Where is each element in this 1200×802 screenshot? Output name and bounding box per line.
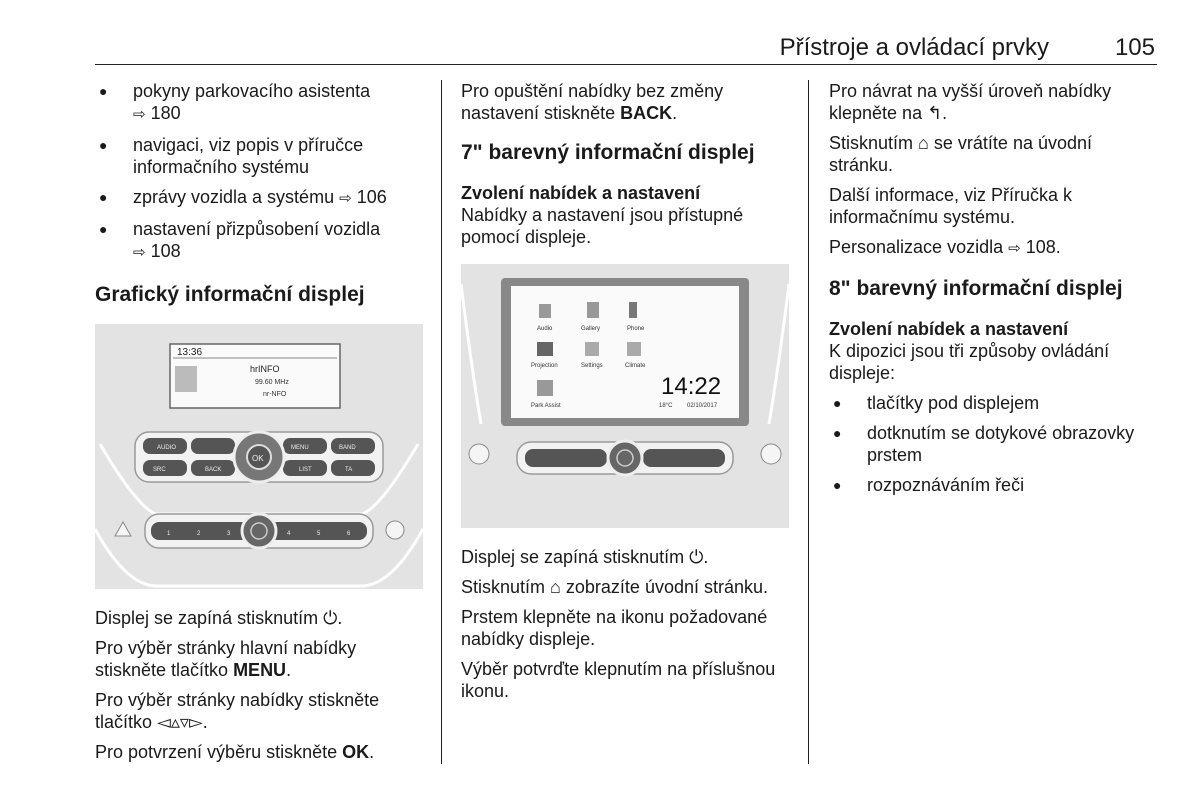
svg-text:Climate: Climate	[625, 363, 646, 369]
radio-rds: nr-NFO	[263, 391, 287, 398]
hazard-icon	[469, 444, 489, 464]
column-divider	[808, 80, 809, 764]
paragraph: Pro opuštění nabídky bez změny nastavení stiskněte BACK.	[461, 81, 724, 123]
arrow-ref-icon: ⇨	[133, 244, 146, 261]
svg-text:Park Assist: Park Assist	[531, 403, 561, 409]
menu-key: MENU	[233, 660, 287, 680]
svg-text:BAND: BAND	[339, 445, 356, 451]
list-item: ● tlačítky pod displejem	[829, 392, 1154, 414]
paragraph: Výběr potvrďte klepnutím na příslušnou ikonu.	[461, 659, 776, 701]
list-item: ● zprávy vozidla a systému ⇨ 106	[95, 186, 425, 210]
page-reference[interactable]: 108	[150, 241, 181, 261]
svg-text:Audio: Audio	[537, 326, 553, 332]
ok-label: OK	[252, 454, 264, 463]
graphic-display-figure	[95, 324, 423, 589]
arrow-keys-icon: ◅▵▿▻	[157, 712, 203, 732]
svg-text:Projection: Projection	[531, 363, 558, 369]
touch-display-figure	[461, 264, 789, 528]
svg-text:SRC: SRC	[153, 467, 166, 473]
svg-text:MENU: MENU	[291, 445, 309, 451]
svg-text:LIST: LIST	[299, 467, 312, 473]
section-heading: 8" barevný informační displej	[829, 277, 1123, 300]
paragraph: Prstem klepněte na ikonu požadované nabídky displeje.	[461, 607, 768, 649]
radio-panel-illustration	[95, 324, 423, 589]
svg-text:Gallery: Gallery	[581, 326, 601, 332]
radio-station: hrINFO	[250, 364, 280, 374]
column-middle	[461, 80, 791, 710]
list-item: ● rozpoznáváním řeči	[829, 474, 1154, 496]
paragraph: Pro návrat na vyšší úroveň nabídky klepněte na ↰.	[829, 81, 1112, 123]
page-number: 105	[1114, 34, 1155, 61]
clock-display: 14:22	[661, 373, 722, 400]
arrow-ref-icon: ⇨	[339, 190, 352, 207]
back-arrow-icon: ↰	[927, 103, 943, 123]
svg-text:5: 5	[317, 531, 321, 537]
subheading: Zvolení nabídek a nastavení	[461, 183, 701, 203]
svg-text:Phone: Phone	[627, 326, 645, 332]
svg-text:1: 1	[167, 531, 171, 537]
svg-text:2: 2	[197, 531, 201, 537]
paragraph: K dipozici jsou tři způsoby ovládání displeje:	[829, 341, 1110, 383]
svg-text:6: 6	[347, 531, 351, 537]
page-header	[95, 30, 1157, 65]
back-key: BACK	[620, 103, 673, 123]
column-left	[95, 80, 425, 771]
feature-list	[95, 80, 425, 264]
page-reference[interactable]: 108	[1025, 237, 1056, 257]
svg-text:18°C: 18°C	[659, 403, 673, 409]
page-reference[interactable]: 180	[150, 103, 181, 123]
paragraph: Displej se zapíná stisknutím ⏻.	[95, 608, 343, 628]
radio-frequency: 99.60 MHz	[255, 379, 289, 386]
paragraph: Pro výběr stránky nabídky stiskněte tlačítko ◅▵▿▻.	[95, 690, 380, 732]
paragraph: Další informace, viz Příručka k informačnímu systému.	[829, 185, 1073, 227]
svg-text:Settings: Settings	[581, 363, 603, 369]
touchscreen-illustration	[461, 264, 789, 528]
list-item: ● pokyny parkovacího asistenta ⇨ 180	[95, 80, 425, 126]
svg-text:TA: TA	[345, 467, 353, 473]
svg-text:02/10/2017: 02/10/2017	[687, 403, 718, 409]
home-icon: ⌂	[550, 577, 561, 597]
lock-icon	[386, 521, 404, 539]
svg-text:4: 4	[287, 531, 291, 537]
radio-time: 13:36	[177, 347, 203, 358]
power-icon: ⏻	[323, 608, 338, 628]
list-item: ● navigaci, viz popis v příručce informačního systému	[95, 134, 425, 178]
paragraph: Pro výběr stránky hlavní nabídky stiskněte tlačítko MENU.	[95, 638, 357, 680]
subheading: Zvolení nabídek a nastavení	[829, 319, 1069, 339]
paragraph: Nabídky a nastavení jsou přístupné pomocí displeje.	[461, 205, 744, 247]
list-item: ● nastavení přizpůsobení vozidla ⇨ 108	[95, 218, 425, 264]
paragraph: Pro potvrzení výběru stiskněte OK.	[95, 742, 375, 762]
section-heading: Grafický informační displej	[95, 283, 365, 306]
ok-key: OK	[342, 742, 370, 762]
control-methods-list	[829, 392, 1154, 496]
paragraph: Personalizace vozidla ⇨ 108.	[829, 237, 1061, 257]
section-heading: 7" barevný informační displej	[461, 141, 755, 164]
page-reference[interactable]: 106	[356, 187, 387, 207]
paragraph: Stisknutím ⌂ zobrazíte úvodní stránku.	[461, 577, 769, 597]
page-title: Přístroje a ovládací prvky	[779, 34, 1049, 61]
paragraph: Displej se zapíná stisknutím ⏻.	[461, 547, 709, 567]
column-divider	[441, 80, 442, 764]
home-icon: ⌂	[918, 133, 929, 153]
svg-text:BACK: BACK	[205, 467, 222, 473]
svg-text:3: 3	[227, 531, 231, 537]
arrow-ref-icon: ⇨	[133, 106, 146, 123]
arrow-ref-icon: ⇨	[1008, 240, 1021, 257]
column-right	[829, 80, 1154, 504]
list-item: ● dotknutím se dotykové obrazovky prstem	[829, 422, 1154, 466]
power-icon: ⏻	[689, 547, 704, 567]
lock-icon	[761, 444, 781, 464]
svg-text:AUDIO: AUDIO	[157, 445, 177, 451]
paragraph: Stisknutím ⌂ se vrátíte na úvodní stránku.	[829, 133, 1093, 175]
